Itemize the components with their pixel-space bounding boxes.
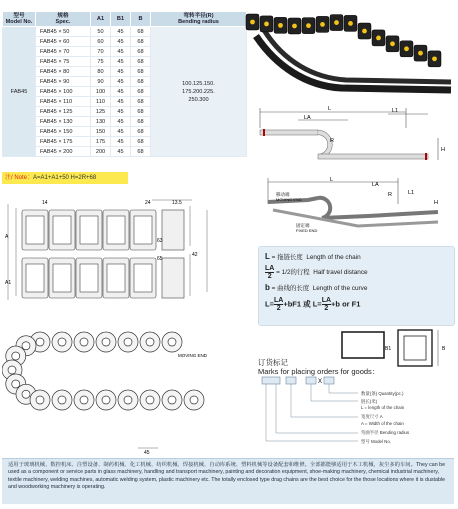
spec-cell: FAB45 × 75	[36, 57, 91, 67]
note-formula: 注/ Note：A=A1+A1+50 H=2R+68	[2, 172, 128, 184]
end-bracket	[162, 258, 184, 298]
link-pin	[168, 338, 176, 346]
dim-la-2: LA	[372, 182, 379, 188]
header-spec: 规格 Spec.	[36, 12, 91, 27]
a1-cell: 75	[91, 57, 111, 67]
dim-b1: B1	[385, 346, 392, 352]
footer-text: 适用于玻璃机械、数控机床、注塑设备、制药机械、化工机械、纺织机械、焊接机械、自动库系统、塑料机械等设备配套和维修。全部都能够适用于木工机械、灰尘多的车间。They can be used as a component or service parts in glass machinery, handling and transport machinery, painting and decoration equipment, shoe-making machinery, chemical industrial machinery, textile machinery, welding machines, automatic welding system, plastic machinery etc. The totally enclosed type drag chains are the best choice for the those locations where it is dustable and woodworking machinery is operating.	[8, 462, 446, 490]
dim-l1-2: L1	[408, 190, 415, 196]
b1-cell: 45	[111, 77, 131, 87]
a1-cell: 150	[91, 127, 111, 137]
dim-h: H	[441, 147, 445, 153]
b-cell: 68	[131, 117, 151, 127]
dim-65: 65	[157, 256, 163, 262]
radius-cell: 100.125.150. 175.200.225. 250.300	[151, 27, 247, 157]
header-radius: 弯转半径(R) Bending radius	[151, 12, 247, 27]
spec-cell: FAB45 × 175	[36, 137, 91, 147]
dim-14: 14	[42, 200, 48, 206]
dim-63: 63	[157, 238, 163, 244]
dim-13-5: 13.5	[172, 200, 182, 206]
a1-cell: 175	[91, 137, 111, 147]
yellow-pin-icon	[320, 22, 325, 27]
b-cell: 68	[131, 37, 151, 47]
b-cell: 68	[131, 77, 151, 87]
b-cell: 68	[131, 67, 151, 77]
header-b: B	[131, 12, 151, 27]
dim-24: 24	[145, 200, 151, 206]
header-a1: A1	[91, 12, 111, 27]
b1-cell: 45	[111, 37, 131, 47]
b-cell: 68	[131, 97, 151, 107]
segment-opening	[107, 264, 125, 292]
spec-cell: FAB45 × 90	[36, 77, 91, 87]
b-cell: 68	[131, 107, 151, 117]
link-pin	[36, 338, 44, 346]
order-item-width-en: A = Width of the chain	[361, 421, 404, 426]
b-cell: 68	[131, 57, 151, 67]
order-title-en: Marks for placing orders for goods：	[258, 367, 380, 376]
order-item-model: 型号 Model No.	[361, 439, 392, 444]
a1-cell: 80	[91, 67, 111, 77]
end-bracket	[162, 210, 184, 250]
link-pin	[22, 342, 30, 350]
dim-a1: A1	[5, 280, 12, 286]
dim-r-2: R	[388, 192, 392, 198]
chain-bend-drawing	[2, 312, 232, 458]
b1-cell: 45	[111, 57, 131, 67]
a1-cell: 50	[91, 27, 111, 37]
dim-l-2: L	[330, 177, 334, 183]
link-pin	[12, 352, 20, 360]
yellow-pin-icon	[334, 20, 339, 25]
b-cell: 68	[131, 137, 151, 147]
legend-box: L = 拖链长度 Length of the chain $\frac{LA}{2}$ = 1/2的行程 Half travel distance b = 曲线的长度 Length of the curve L= $\frac{LA}{2}$ +bF1 或 L= $\frac{LA}{2}$ +b or F1	[258, 246, 455, 326]
segment-opening	[26, 216, 44, 244]
segment-opening	[80, 216, 98, 244]
segment-opening	[53, 264, 71, 292]
link-pin	[12, 380, 20, 388]
link-pin	[124, 396, 132, 404]
fixed-end-cn: 固定端	[296, 223, 310, 228]
yellow-pin-icon	[404, 46, 409, 51]
segment-opening	[107, 216, 125, 244]
link-pin	[190, 396, 198, 404]
moving-end-en: MOVING END	[276, 197, 302, 202]
order-title-cn: 订货标记	[258, 358, 288, 367]
b1-cell: 45	[111, 107, 131, 117]
fixed-end-en: FIXED END	[296, 228, 318, 233]
a1-cell: 110	[91, 97, 111, 107]
b-cell: 68	[131, 147, 151, 157]
drag-chain-photo	[236, 6, 456, 98]
segment-opening	[134, 264, 152, 292]
order-item-width-cn: 宽度尺寸 A	[361, 414, 383, 419]
b1-cell: 45	[111, 137, 131, 147]
link-pin	[58, 396, 66, 404]
link-pin	[80, 396, 88, 404]
link-pin	[168, 396, 176, 404]
link-pin	[102, 338, 110, 346]
b1-cell: 45	[111, 47, 131, 57]
b-cell: 68	[131, 27, 151, 37]
header-b1: B1	[111, 12, 131, 27]
spec-cell: FAB45 × 130	[36, 117, 91, 127]
b-cell: 68	[131, 127, 151, 137]
segment-opening	[80, 264, 98, 292]
a1-cell: 70	[91, 47, 111, 57]
spec-cell: FAB45 × 125	[36, 107, 91, 117]
order-item-radius: 弯曲半径 Bending radius	[361, 430, 410, 435]
order-item-quantity: 数量(条) Quantity(pc.)	[361, 391, 404, 396]
dim-r: R	[330, 138, 334, 144]
spec-cell: FAB45 × 200	[36, 147, 91, 157]
dim-45: 45	[144, 450, 150, 456]
yellow-pin-icon	[432, 56, 437, 61]
b-cell: 68	[131, 87, 151, 97]
yellow-pin-icon	[292, 24, 297, 29]
a1-cell: 130	[91, 117, 111, 127]
spec-cell: FAB45 × 110	[36, 97, 91, 107]
b1-cell: 45	[111, 117, 131, 127]
link-pin	[146, 338, 154, 346]
spec-cell: FAB45 × 60	[36, 37, 91, 47]
spec-cell: FAB45 × 80	[36, 67, 91, 77]
dim-a: A	[5, 234, 9, 240]
yellow-pin-icon	[278, 23, 283, 28]
b-cell: 68	[131, 47, 151, 57]
segment-opening	[26, 264, 44, 292]
order-item-length-en: L = length of the chain	[361, 405, 405, 410]
top-view-drawing	[2, 196, 234, 308]
segment-opening	[134, 216, 152, 244]
link-pin	[146, 396, 154, 404]
yellow-pin-icon	[348, 21, 353, 26]
chain-side-diagram-top	[238, 98, 452, 176]
link-pin	[102, 396, 110, 404]
dim-b: B	[442, 346, 446, 352]
link-pin	[36, 396, 44, 404]
dim-h-2: H	[434, 200, 438, 206]
spec-table	[2, 11, 247, 157]
cross-section-drawing	[338, 326, 452, 370]
b1-cell: 45	[111, 97, 131, 107]
yellow-pin-icon	[376, 36, 381, 41]
application-footer	[2, 458, 454, 504]
spec-cell: FAB45 × 70	[36, 47, 91, 57]
b1-cell: 45	[111, 87, 131, 97]
yellow-pin-icon	[306, 23, 311, 28]
a1-cell: 100	[91, 87, 111, 97]
order-item-length-cn: 链长(米)	[361, 399, 378, 404]
yellow-pin-icon	[362, 29, 367, 34]
b1-cell: 45	[111, 67, 131, 77]
dim-la: LA	[304, 115, 311, 121]
header-model: 型号 Model No.	[3, 12, 36, 27]
model-cell: FAB45	[3, 27, 36, 157]
a1-cell: 90	[91, 77, 111, 87]
yellow-pin-icon	[418, 51, 423, 56]
moving-end-label: MOVING END	[178, 353, 208, 358]
table-row	[3, 27, 247, 37]
link-pin	[58, 338, 66, 346]
spec-cell: FAB45 × 100	[36, 87, 91, 97]
a1-cell: 200	[91, 147, 111, 157]
segment-opening	[53, 216, 71, 244]
spec-cell: FAB45 × 50	[36, 27, 91, 37]
link-pin	[124, 338, 132, 346]
a1-cell: 60	[91, 37, 111, 47]
order-x: X	[318, 379, 323, 385]
chain-side-diagram-bottom	[238, 174, 452, 244]
link-pin	[80, 338, 88, 346]
link-pin	[22, 390, 30, 398]
link-pin	[8, 366, 16, 374]
spec-cell: FAB45 × 150	[36, 127, 91, 137]
yellow-pin-icon	[390, 41, 395, 46]
b1-cell: 45	[111, 147, 131, 157]
yellow-pin-icon	[250, 20, 255, 25]
b1-cell: 45	[111, 127, 131, 137]
moving-end-cn: 移动端	[276, 192, 290, 197]
a1-cell: 125	[91, 107, 111, 117]
dim-l: L	[328, 106, 332, 112]
dim-42: 42	[192, 252, 198, 258]
order-code-diagram	[258, 375, 454, 453]
b1-cell: 45	[111, 27, 131, 37]
dim-l1: L1	[392, 108, 399, 114]
yellow-pin-icon	[264, 22, 269, 27]
